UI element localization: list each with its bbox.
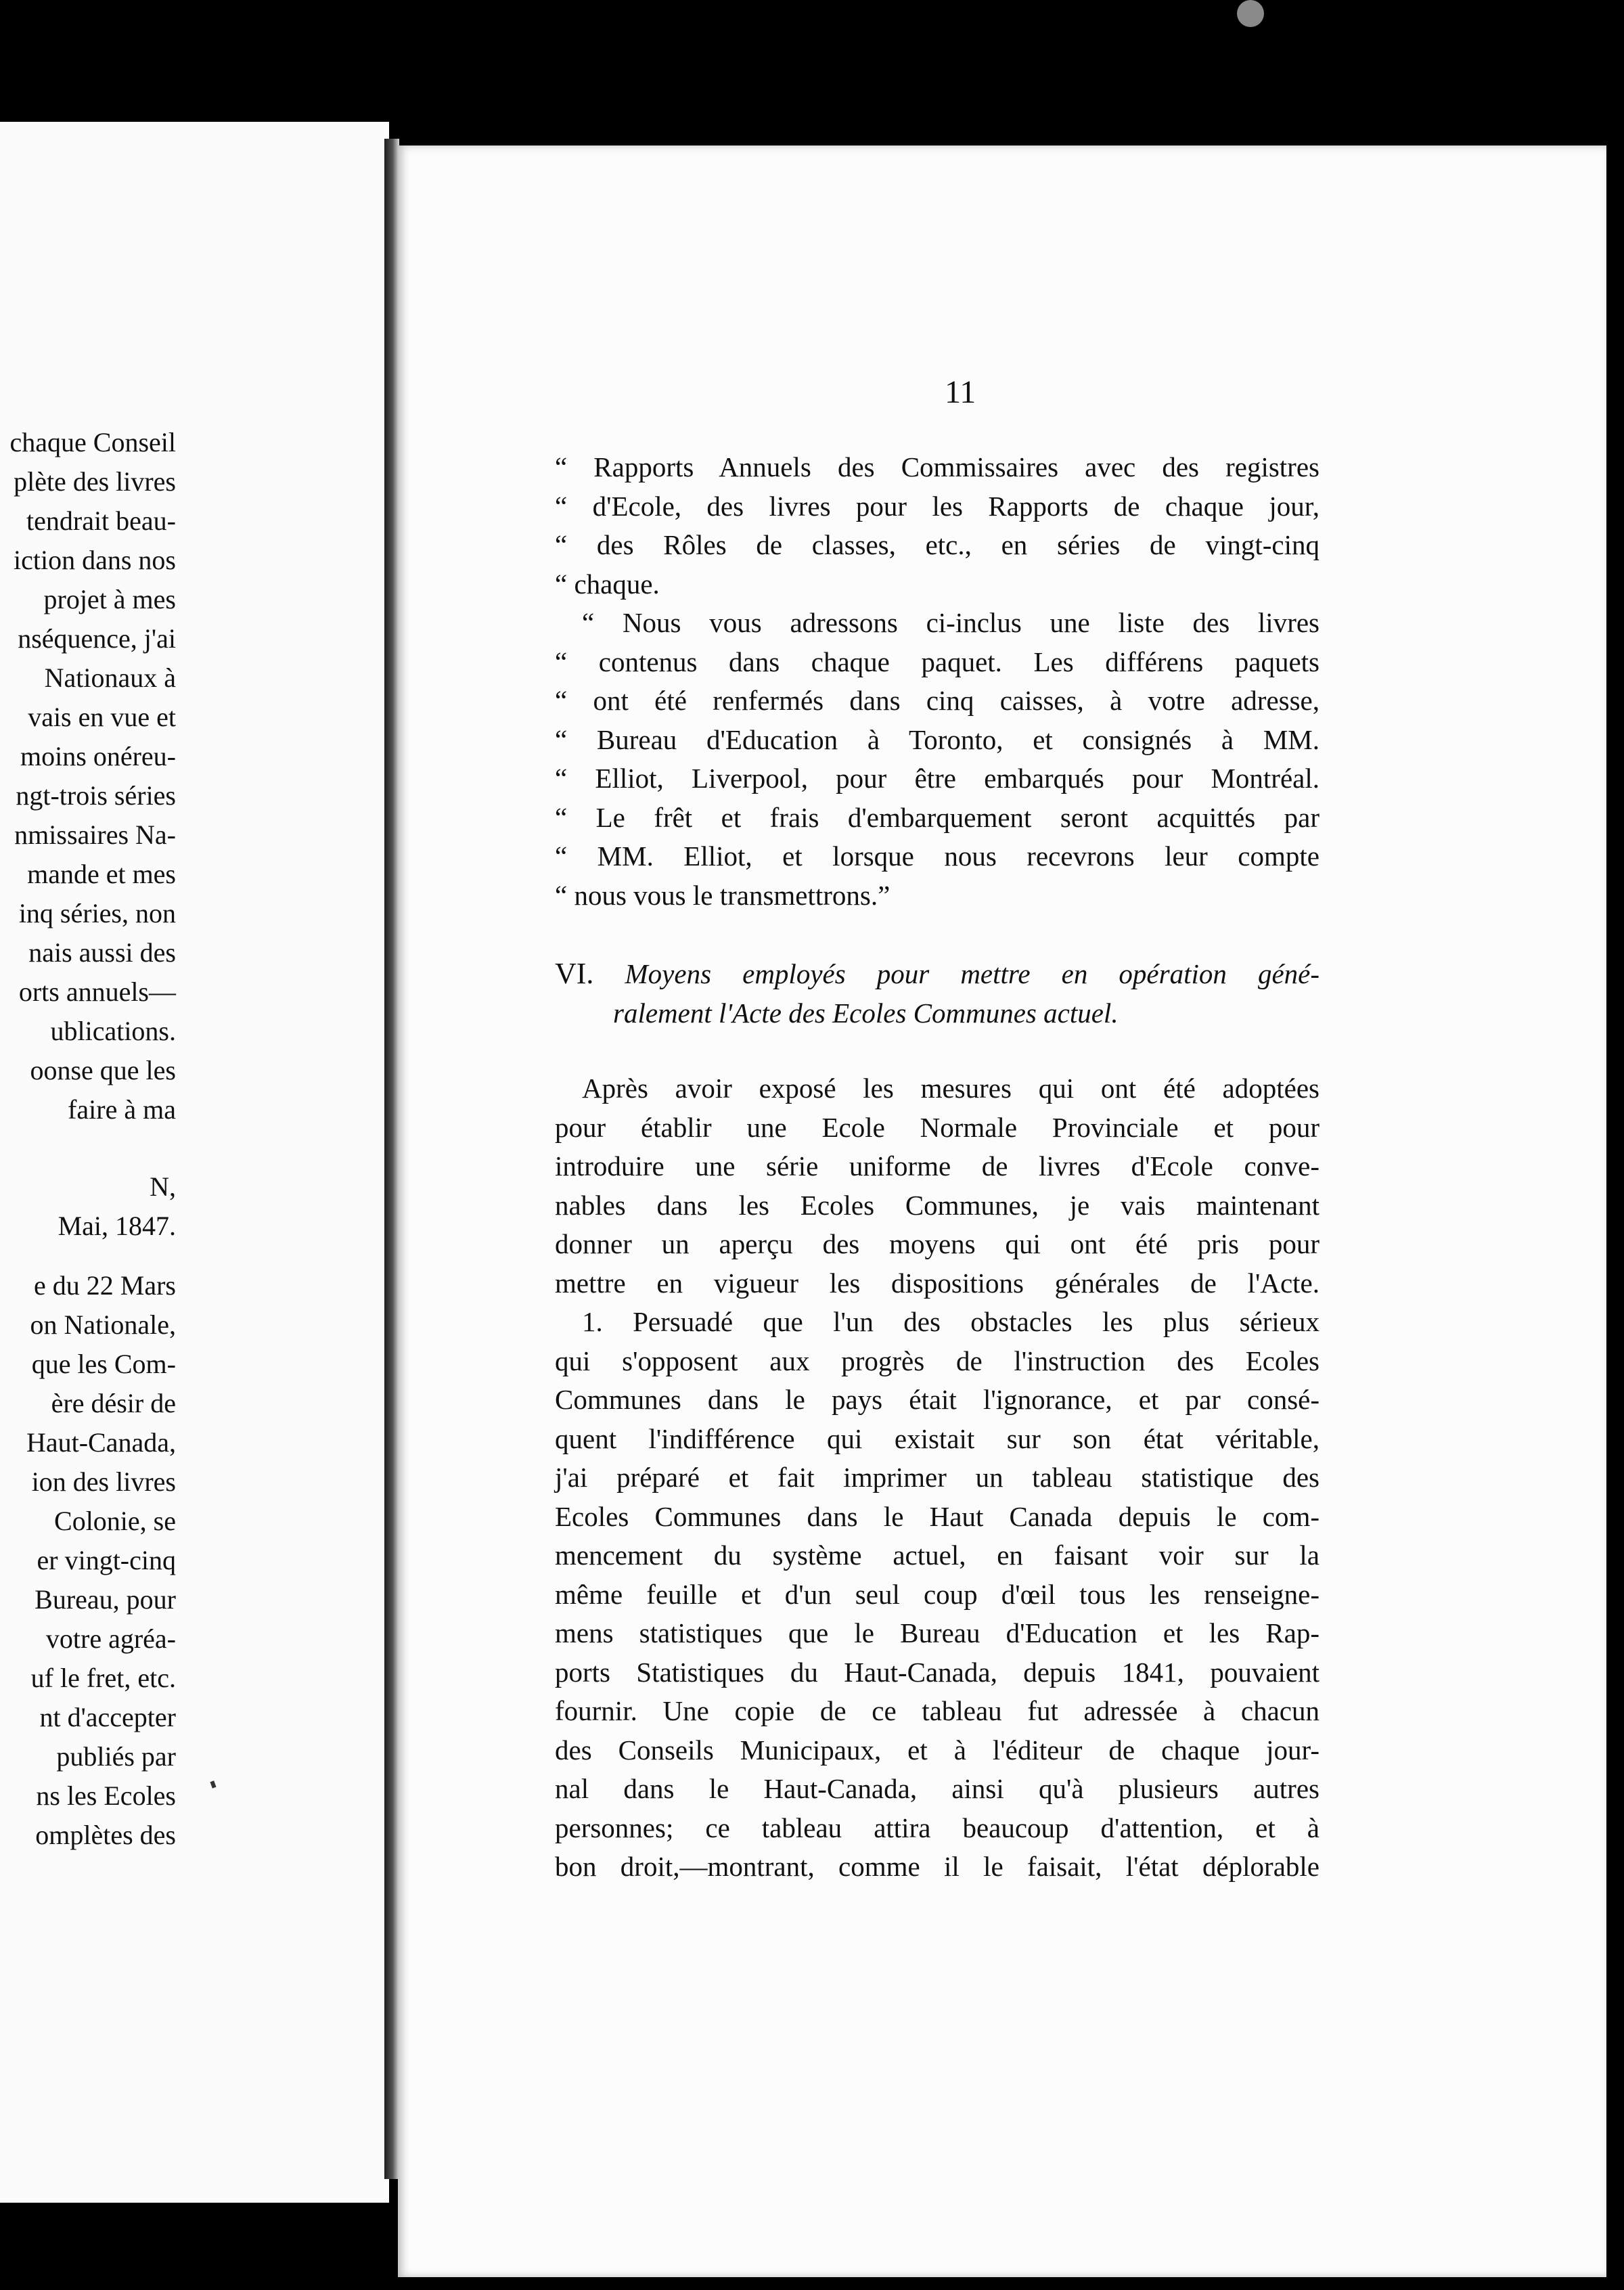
text-line: nal dans le Haut-Canada, ainsi qu'à plusieurs autres	[555, 1773, 1320, 1804]
text-line: “ Elliot, Liverpool, pour être embarqués pour Montréal.	[555, 763, 1320, 794]
left-line: er vingt-cinq	[37, 1545, 176, 1575]
left-line: nt d'accepter	[39, 1702, 176, 1732]
text-line: “ Rapports Annuels des Commissaires avec des registres	[555, 451, 1320, 482]
left-line: Colonie, se	[54, 1506, 176, 1536]
left-line: publiés par	[56, 1741, 176, 1772]
left-line: Haut-Canada,	[26, 1427, 176, 1458]
quote-paragraph	[555, 604, 1320, 915]
section-heading-line-1	[555, 954, 1320, 994]
left-line: inq séries, non	[18, 898, 176, 928]
left-line: orts annuels—	[18, 976, 176, 1007]
left-line: on Nationale,	[30, 1309, 176, 1340]
section-number: VI.	[555, 957, 594, 990]
left-line: e du 22 Mars	[34, 1270, 176, 1301]
text-line: j'ai préparé et fait imprimer un tableau statistique des	[555, 1462, 1320, 1493]
section-heading	[555, 954, 1320, 1033]
left-line: projet à mes	[43, 584, 176, 614]
text-line: mencement du système actuel, en faisant voir sur la	[555, 1540, 1320, 1571]
text-line: bon droit,—montrant, comme il le faisait, l'état déplorable	[555, 1851, 1320, 1882]
left-line: vais en vue et	[28, 702, 176, 732]
left-line: ion des livres	[31, 1466, 176, 1497]
text-line: 1. Persuadé que l'un des obstacles les plus sérieux	[582, 1306, 1320, 1337]
left-line: tendrait beau-	[26, 506, 176, 536]
text-line: “ ont été renfermés dans cinq caisses, à votre adresse,	[555, 685, 1320, 716]
text-line: des Conseils Municipaux, et à l'éditeur de chaque jour-	[555, 1734, 1320, 1766]
text-line: “ chaque.	[555, 568, 660, 600]
left-line: mande et mes	[27, 859, 176, 889]
left-line: uf le fret, etc.	[30, 1663, 176, 1693]
left-signature-date: Mai, 1847.	[58, 1211, 176, 1241]
section-title-continued: ralement l'Acte des Ecoles Communes actuel.	[613, 997, 1119, 1029]
left-gap	[0, 1246, 176, 1266]
text-line: “ nous vous le transmettrons.”	[555, 879, 890, 911]
page-number: 11	[945, 374, 976, 410]
quote-paragraph	[555, 448, 1320, 604]
text-line: mens statistiques que le Bureau d'Education et les Rap-	[555, 1617, 1320, 1648]
text-line: “ MM. Elliot, et lorsque nous recevrons leur compte	[555, 840, 1320, 872]
left-line: iction dans nos	[14, 545, 176, 575]
left-line: faire à ma	[68, 1094, 176, 1125]
left-line: omplètes des	[35, 1820, 176, 1850]
text-line: “ des Rôles de classes, etc., en séries de vingt-cinq	[555, 529, 1320, 560]
left-line: ublications.	[50, 1016, 176, 1046]
left-line: nais aussi des	[28, 937, 176, 968]
book-spine	[384, 139, 399, 2179]
text-line: “ Bureau d'Education à Toronto, et consignés à MM.	[555, 723, 1320, 755]
left-page	[0, 122, 389, 2203]
text-line: pour établir une Ecole Normale Provinciale et pour	[555, 1111, 1320, 1143]
body-paragraph	[555, 1069, 1320, 1303]
left-line: plète des livres	[14, 466, 176, 497]
left-line: ère désir de	[51, 1388, 176, 1418]
left-line: nmissaires Na-	[14, 820, 176, 850]
section-title: Moyens employés pour mettre en opération géné-	[625, 958, 1320, 989]
left-line: oonse que les	[30, 1055, 176, 1085]
left-line: que les Com-	[31, 1349, 176, 1379]
text-line: “ contenus dans chaque paquet. Les différens paquets	[555, 646, 1320, 677]
text-line: Ecoles Communes dans le Haut Canada depuis le com-	[555, 1500, 1320, 1532]
left-line: moins onéreu-	[20, 741, 176, 771]
left-page-text	[0, 423, 176, 1855]
text-line: qui s'opposent aux progrès de l'instruction des Ecoles	[555, 1345, 1320, 1376]
left-line: Nationaux à	[44, 663, 176, 693]
left-signature-line: N,	[150, 1171, 176, 1202]
left-line: votre agréa-	[45, 1623, 176, 1654]
text-line: quent l'indifférence qui existait sur son état véritable,	[555, 1422, 1320, 1454]
text-line: donner un aperçu des moyens qui ont été pris pour	[555, 1228, 1320, 1259]
text-line: “ d'Ecole, des livres pour les Rapports de chaque jour,	[555, 490, 1320, 522]
left-line: nséquence, j'ai	[18, 623, 176, 654]
text-line: nables dans les Ecoles Communes, je vais maintenant	[555, 1189, 1320, 1221]
left-line: chaque Conseil	[9, 427, 176, 457]
scan-smudge	[1237, 0, 1264, 27]
text-line: ports Statistiques du Haut-Canada, depuis 1841, pouvaient	[555, 1656, 1320, 1688]
text-line: introduire une série uniforme de livres d'Ecole conve-	[555, 1150, 1320, 1182]
text-line: Après avoir exposé les mesures qui ont été adoptées	[582, 1073, 1320, 1104]
text-line: personnes; ce tableau attira beaucoup d'attention, et à	[555, 1812, 1320, 1843]
left-line: ngt-trois séries	[16, 780, 176, 811]
text-line: “ Nous vous adressons ci-inclus une liste des livres	[582, 607, 1320, 638]
text-line: mettre en vigueur les dispositions générales de l'Acte.	[555, 1267, 1320, 1299]
left-gap	[0, 1129, 176, 1167]
text-line: “ Le frêt et frais d'embarquement seront acquittés par	[555, 801, 1320, 833]
text-line: même feuille et d'un seul coup d'œil tous les renseigne-	[555, 1578, 1320, 1610]
body-paragraph	[555, 1303, 1320, 1887]
left-line: Bureau, pour	[35, 1584, 176, 1615]
left-line: ns les Ecoles	[36, 1780, 176, 1811]
text-line: fournir. Une copie de ce tableau fut adressée à chacun	[555, 1695, 1320, 1726]
text-line: Communes dans le pays était l'ignorance, et par consé-	[555, 1384, 1320, 1415]
right-page-text	[555, 448, 1320, 1887]
